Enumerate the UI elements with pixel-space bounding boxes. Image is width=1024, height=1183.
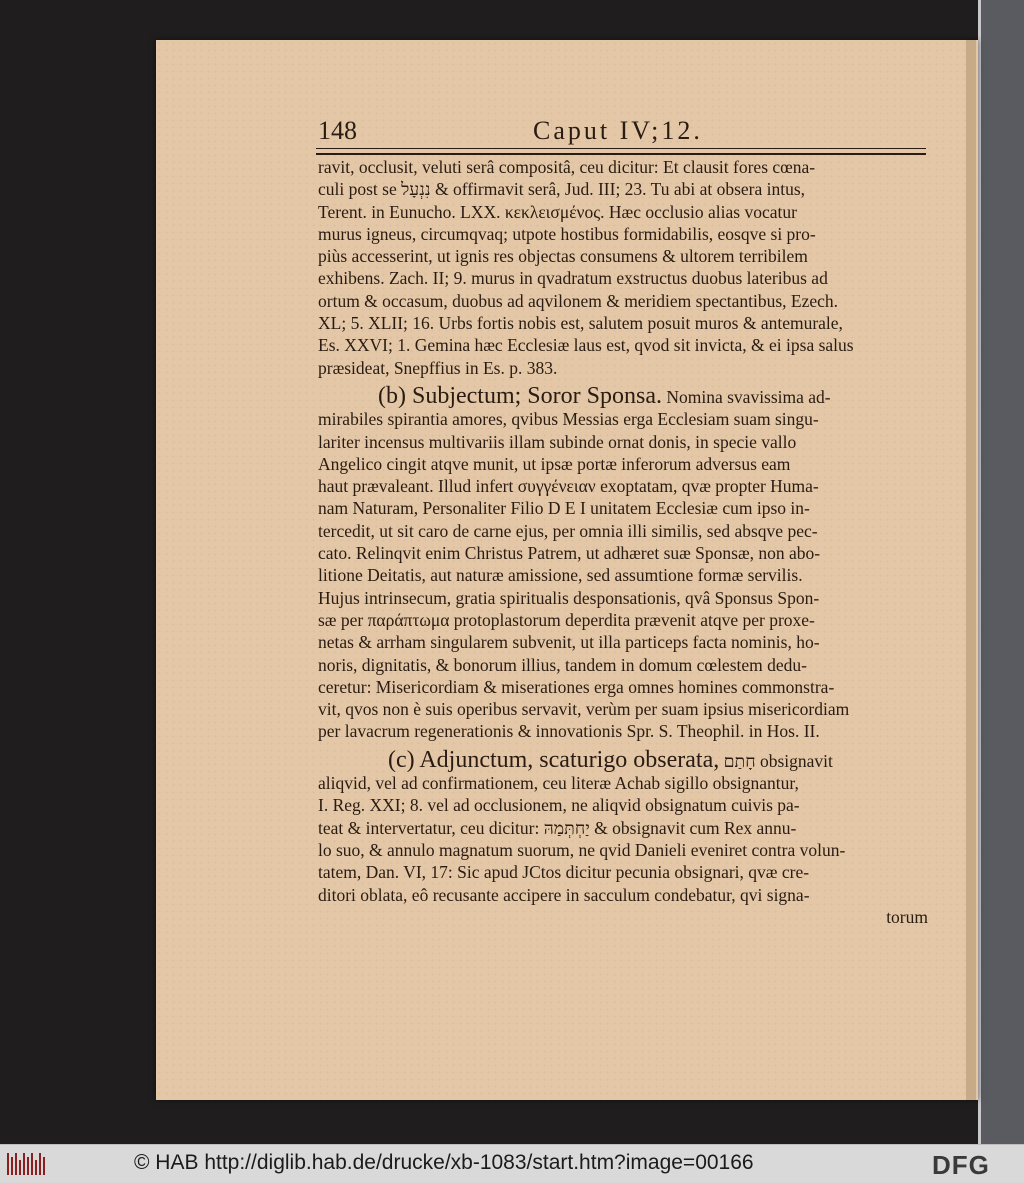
text-line: haut prævaleant. Illud infert συγγένειαν exoptatam, qvæ propter Huma- xyxy=(318,476,819,497)
text-line: Es. XXVI; 1. Gemina hæc Ecclesiæ laus est, qvod sit invicta, & ei ipsa salus xyxy=(318,335,854,356)
text-line: præsideat, Snepffius in Es. p. 383. xyxy=(318,357,558,378)
page-header xyxy=(318,116,928,152)
catchword: torum xyxy=(886,906,928,927)
text-line: mirabiles spirantia amores, qvibus Messias erga Ecclesiam suam singu- xyxy=(318,409,819,430)
text-line: Angelico cingit atqve munit, ut ipsæ portæ inferorum adversus eam xyxy=(318,453,791,474)
text-line: ortum & occasum, duobus ad aqvilonem & meridiem spectantibus, Ezech. xyxy=(318,290,839,311)
text-line: murus igneus, circumqvaq; utpote hostibus formidabilis, eosqve si pro- xyxy=(318,223,816,244)
section-c-first-line xyxy=(318,749,928,772)
text-line: I. Reg. XXI; 8. vel ad occlusionem, ne aliqvid obsignatum cuivis pa- xyxy=(318,795,800,816)
text-line: ravit, occlusit, veluti serâ compositâ, ceu dicitur: Et clausit fores cœna- xyxy=(318,157,816,177)
text-line: lariter incensus multivariis illam subinde ornat donis, in specie vallo xyxy=(318,431,797,452)
page-number: 148 xyxy=(318,116,357,145)
section-b-first-line xyxy=(318,385,928,408)
text-line: tatem, Dan. VI, 17: Sic apud JCtos dicitur pecunia obsignari, qvæ cre- xyxy=(318,862,810,883)
text-line: sæ per παράπτωμα protoplastorum deperdita prævenit atqve per proxe- xyxy=(318,609,815,630)
text-line: lo suo, & annulo magnatum suorum, ne qvid Danieli eveniret contra volun- xyxy=(318,839,846,860)
text-line: Terent. in Eunucho. LXX. κεκλεισμένος. Hæc occlusio alias vocatur xyxy=(318,201,797,222)
text-line: tercedit, ut sit caro de carne ejus, per omnia illi similis, sed absqve pec- xyxy=(318,520,818,541)
section-b-heading: (b) Subjectum; Soror Sponsa. xyxy=(378,384,662,409)
page-text xyxy=(318,156,928,928)
text-line: חָתַם obsignavit xyxy=(723,750,833,771)
footer-bar xyxy=(0,1144,1024,1183)
text-line: ceretur: Misericordiam & miserationes erga omnes homines commonstra- xyxy=(318,676,835,697)
adjacent-page-edge xyxy=(978,0,1024,1144)
dfg-logo: DFG xyxy=(932,1150,990,1180)
running-title: Caput IV;12. xyxy=(533,116,703,145)
text-line: vit, qvos non è suis operibus servavit, verùm per suam ipsius misericordiam xyxy=(318,699,850,720)
citation-link[interactable]: © HAB http://diglib.hab.de/drucke/xb-1083/start.htm?image=00166 xyxy=(134,1151,754,1174)
page-edge xyxy=(966,40,976,1100)
text-line: teat & intervertatur, ceu dicitur: יַחְתְּמַהּ & obsignavit cum Rex annu- xyxy=(318,817,797,838)
text-line: XL; 5. XLII; 16. Urbs fortis nobis est, salutem posuit muros & antemurale, xyxy=(318,313,843,334)
text-line: noris, dignitatis, & bonorum illius, tandem in domum cœlestem dedu- xyxy=(318,654,807,675)
text-line: per lavacrum regenerationis & innovationis Spr. S. Theophil. in Hos. II. xyxy=(318,721,820,742)
section-c-heading: (c) Adjunctum, scaturigo obserata, xyxy=(388,748,720,773)
hab-logo-icon xyxy=(6,1151,46,1177)
text-line: netas & arrham singularem subvenit, ut illa particeps facta nominis, ho- xyxy=(318,632,820,653)
text-line: litione Deitatis, aut naturæ amissione, sed assumtione formæ servilis. xyxy=(318,565,803,586)
text-line: cato. Relinqvit enim Christus Patrem, ut adhæret suæ Sponsæ, non abo- xyxy=(318,543,821,564)
text-line: exhibens. Zach. II; 9. murus in qvadratum exstructus duobus lateribus ad xyxy=(318,268,828,289)
text-line: ditori oblata, eô recusante accipere in sacculum condebatur, qvi signa- xyxy=(318,884,810,905)
text-line: aliqvid, vel ad confirmationem, ceu literæ Achab sigillo obsignantur, xyxy=(318,773,799,794)
header-rule xyxy=(316,148,926,155)
text-line: nam Naturam, Personaliter Filio D E I unitatem Ecclesiæ cum ipso in- xyxy=(318,498,810,519)
text-line: culi post se נִנְעָל & offirmavit serâ, Jud. III; 23. Tu abi at obsera intus, xyxy=(318,179,806,200)
text-line: Nomina svavissima ad- xyxy=(666,386,831,407)
text-line: piùs accesserint, ut ignis res objectas consumens & ultorem terribilem xyxy=(318,246,808,267)
text-line: Hujus intrinsecum, gratia spiritualis desponsationis, qvâ Sponsus Spon- xyxy=(318,587,820,608)
